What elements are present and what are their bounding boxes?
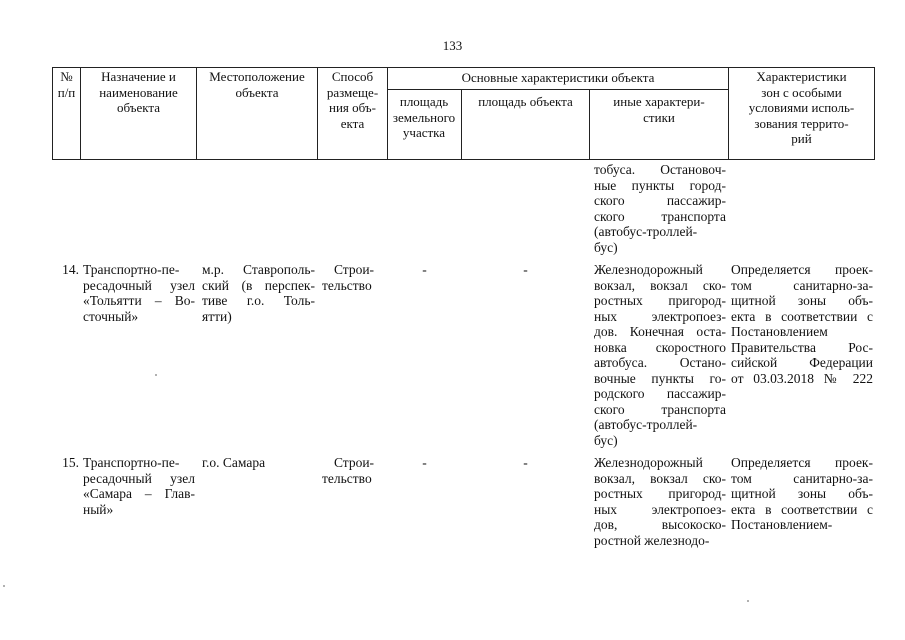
continuation-other-characteristics: тобуса. Остановоч- ные пункты город- ского пассажир- ского транспорта (автобус-троллей- бус)	[594, 162, 726, 255]
row-object-area: -	[523, 262, 528, 277]
row-location: г.о. Самара	[202, 455, 266, 470]
header-bottom-border	[52, 159, 875, 160]
scan-speck	[3, 585, 5, 587]
row-object-area: -	[523, 455, 528, 470]
row-method: Строи- тельство	[322, 455, 375, 486]
header-num: № п/п	[57, 69, 76, 100]
header-method: Способ размеще- ния объ- екта	[326, 69, 379, 131]
row-other-characteristics: Железнодорожный вокзал, вокзал ско- ростных пригород- ных электропоез- дов, высокоско- ростной железнодо-	[594, 455, 726, 548]
row-number: 15.	[62, 455, 79, 470]
header-location: Местоположение объекта	[209, 69, 305, 100]
row-number: 14.	[62, 262, 79, 277]
header-zone-characteristics: Характеристики зон с особыми условиями исполь- зования террито- рий	[748, 69, 855, 146]
header-sub-border	[387, 89, 728, 90]
row-purpose: Транспортно-пе- ресадочный узел «Самара – Глав- ный»	[83, 455, 195, 517]
scan-speck	[155, 374, 157, 376]
row-zone-characteristics: Определяется проек- том санитарно-за- щитной зоны объ- екта в соответствии с Постановлением-	[731, 455, 873, 532]
row-other-characteristics: Железнодорожный вокзал, вокзал ско- ростных пригород- ных электропоез- дов. Конечная оста- новка скоростного автобуса. Остано- вочные пункты го- родского пассажир- ского транспорта (автобус-троллей- бус)	[594, 262, 726, 448]
header-land-area: площадь земельного участка	[392, 94, 456, 140]
row-method: Строи- тельство	[322, 262, 375, 293]
row-location: м.р. Ставрополь- ский (в перспек- тиве г.о. Толь- ятти)	[202, 262, 315, 324]
page-number: 133	[442, 38, 463, 53]
header-purpose: Назначение и наименование объекта	[99, 69, 178, 115]
header-object-area: площадь объекта	[478, 94, 573, 109]
header-main-characteristics: Основные характеристики объекта	[461, 70, 655, 85]
row-land-area: -	[422, 455, 427, 470]
header-top-border	[52, 67, 875, 68]
row-purpose: Транспортно-пе- ресадочный узел «Тольятти – Во- сточный»	[83, 262, 195, 324]
col-border	[874, 67, 875, 160]
row-land-area: -	[422, 262, 427, 277]
header-other-characteristics: иные характери- стики	[613, 94, 705, 125]
row-zone-characteristics: Определяется проек- том санитарно-за- щитной зоны объ- екта в соответствии с Постановлением Правительства Рос- сийской Федерации от 03.03.2018 № 222	[731, 262, 873, 386]
scan-speck	[747, 600, 749, 602]
